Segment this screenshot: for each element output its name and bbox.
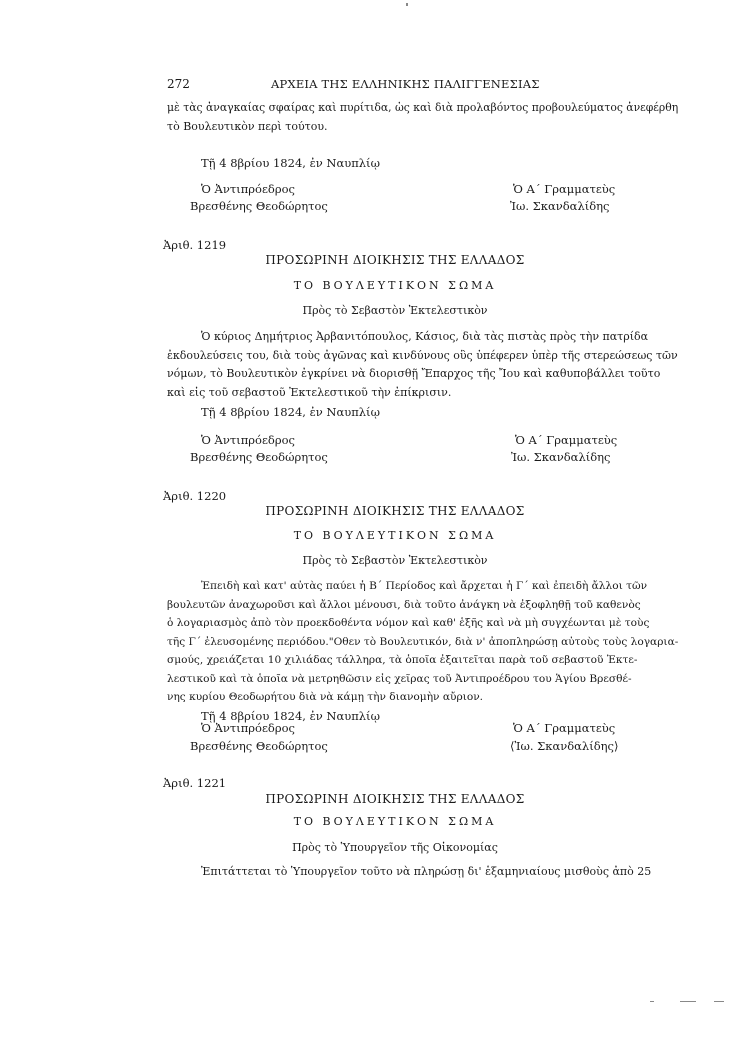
doc-1221-line-1: Ἐπιτάττεται τὸ Ὑπουργεῖον τοῦτο νὰ πληρώσῃ δι' ἑξαμηνιαίους μισθοὺς ἀπὸ 25 [201,865,652,878]
doc-1219-line-1: Ὁ κύριος Δημήτριος Ἀρβανιτόπουλος, Κάσιος, διὰ τὰς πιστὰς πρὸς τὴν πατρίδα [201,330,649,343]
intro-date: Τῇ 4 8βρίου 1824, ἐν Ναυπλίῳ [201,156,380,170]
doc-1219-line-3: νόμων, τὸ Βουλευτικὸν ἐγκρίνει νὰ διορισθῇ Ἔπαρχος τῆς Ἴου καὶ καθυποβάλλει τοῦτο [167,367,661,380]
doc-1220-left-name: Βρεσθένης Θεοδώρητος [190,739,328,753]
intro-right-name: Ἰω. Σκανδαλίδης [510,199,610,213]
doc-1220-line-5: σμούς, χρειάζεται 10 χιλιάδας τάλληρα, τὰ ὁποῖα ἐξαιτεῖται παρὰ τοῦ σεβαστοῦ Ἐκτε- [167,654,638,666]
doc-1220-left-title: Ὁ Ἀντιπρόεδρος [201,721,295,735]
intro-left-title: Ὁ Ἀντιπρόεδρος [201,182,295,196]
intro-paragraph [167,99,679,136]
doc-1220-body [167,577,679,707]
page-number: 272 [167,77,190,91]
doc-1219-body [167,328,678,402]
intro-line-1: μὲ τὰς ἀναγκαίας σφαίρας καὶ πυρίτιδα, ὡς καὶ διὰ προλαβόντος προβουλεύματος ἀνεφέρθη [167,101,679,114]
doc-1220-number: Ἀριθ. 1220 [163,489,227,503]
doc-1220-heading: ΠΡΟΣΩΡΙΝΗ ΔΙΟΙΚΗΣΙΣ ΤΗΣ ΕΛΛΑΔΟΣ [265,504,525,518]
doc-1220-addressee: Πρὸς τὸ Σεβαστὸν Ἐκτελεστικὸν [302,554,488,567]
doc-1220-right-name: ⟨Ἰω. Σκανδαλίδης⟩ [510,739,619,753]
doc-1219-date: Τῇ 4 8βρίου 1824, ἐν Ναυπλίῳ [201,405,380,419]
doc-1219-right-title: Ὁ Α΄ Γραμματεὺς [515,433,618,447]
scan-speck [714,1001,724,1002]
doc-1221-addressee: Πρὸς τὸ Ὑπουργεῖον τῆς Οἰκονομίας [292,841,498,854]
doc-1220-line-6: λεστικοῦ καὶ τὰ ὁποῖα νὰ μετρηθῶσιν εἰς χεῖρας τοῦ Ἀντιπροέδρου του Ἁγίου Βρεσθέ- [167,672,632,685]
doc-1221-heading: ΠΡΟΣΩΡΙΝΗ ΔΙΟΙΚΗΣΙΣ ΤΗΣ ΕΛΛΑΔΟΣ [265,792,525,806]
scan-speck [650,1001,654,1002]
doc-1219-right-name: Ἰω. Σκανδαλίδης [511,450,611,464]
doc-1221-body [167,863,652,882]
doc-1221-number: Ἀριθ. 1221 [163,776,227,790]
doc-1220-right-title: Ὁ Α΄ Γραμματεὺς [513,721,616,735]
doc-1219-subheading: ΤΟ ΒΟΥΛΕΥΤΙΚΟΝ ΣΩΜΑ [293,279,497,292]
doc-1219-left-name: Βρεσθένης Θεοδώρητος [190,450,328,464]
doc-1220-line-1: Ἐπειδὴ καὶ κατ' αὐτὰς παύει ἡ Β΄ Περίοδος καὶ ἄρχεται ἡ Γ΄ καὶ ἐπειδὴ ἄλλοι τῶν [201,580,648,592]
intro-line-2: τὸ Βουλευτικὸν περὶ τούτου. [167,119,328,133]
doc-1219-number: Ἀριθ. 1219 [163,238,227,252]
doc-1220-line-7: νης κυρίου Θεοδωρήτου διὰ νὰ κάμῃ τὴν διανομὴν αὔριον. [167,691,484,703]
doc-1220-line-3: ὁ λογαριασμὸς ἀπὸ τὸν προεκδοθέντα νόμον καὶ καθ' ἑξῆς καὶ νὰ μὴ συγχέωνται μὲ τοὺς [167,617,650,629]
doc-1219-line-2: ἐκδουλεύσεις του, διὰ τοὺς ἀγῶνας καὶ κινδύνους οὓς ὑπέφερεν ὑπὲρ τῆς στερεώσεως τῶν [167,348,678,362]
doc-1219-line-4: καὶ εἰς τοῦ σεβαστοῦ Ἐκτελεστικοῦ τὴν ἐπίκρισιν. [167,385,452,399]
doc-1220-line-2: βουλευτῶν ἀναχωροῦσι καὶ ἄλλοι μένουσι, διὰ τοῦτο ἀνάγκη νὰ ἐξοφληθῇ τοῦ καθενὸς [167,598,641,611]
doc-1220-date: Τῇ 4 8βρίου 1824, ἐν Ναυπλίῳ [201,709,380,723]
doc-1220-subheading: ΤΟ ΒΟΥΛΕΥΤΙΚΟΝ ΣΩΜΑ [293,529,497,542]
running-title: ΑΡΧΕΙΑ ΤΗΣ ΕΛΛΗΝΙΚΗΣ ΠΑΛΙΓΓΕΝΕΣΙΑΣ [271,77,540,91]
doc-1220-line-4: τῆς Γ΄ ἐλευσομένης περιόδου."Οθεν τὸ Βουλευτικόν, διὰ ν' ἀποπληρώσῃ αὐτοὺς τοὺς λογαρια- [167,635,679,648]
doc-1219-heading: ΠΡΟΣΩΡΙΝΗ ΔΙΟΙΚΗΣΙΣ ΤΗΣ ΕΛΛΑΔΟΣ [265,253,525,267]
doc-1221-subheading: ΤΟ ΒΟΥΛΕΥΤΙΚΟΝ ΣΩΜΑ [293,815,497,828]
doc-1219-left-title: Ὁ Ἀντιπρόεδρος [201,433,295,447]
intro-left-name: Βρεσθένης Θεοδώρητος [190,199,328,213]
intro-right-title: Ὁ Α΄ Γραμματεὺς [513,182,616,196]
scan-speck [406,3,408,6]
scan-speck [680,1001,696,1002]
doc-1219-addressee: Πρὸς τὸ Σεβαστὸν Ἐκτελεστικὸν [302,304,488,317]
